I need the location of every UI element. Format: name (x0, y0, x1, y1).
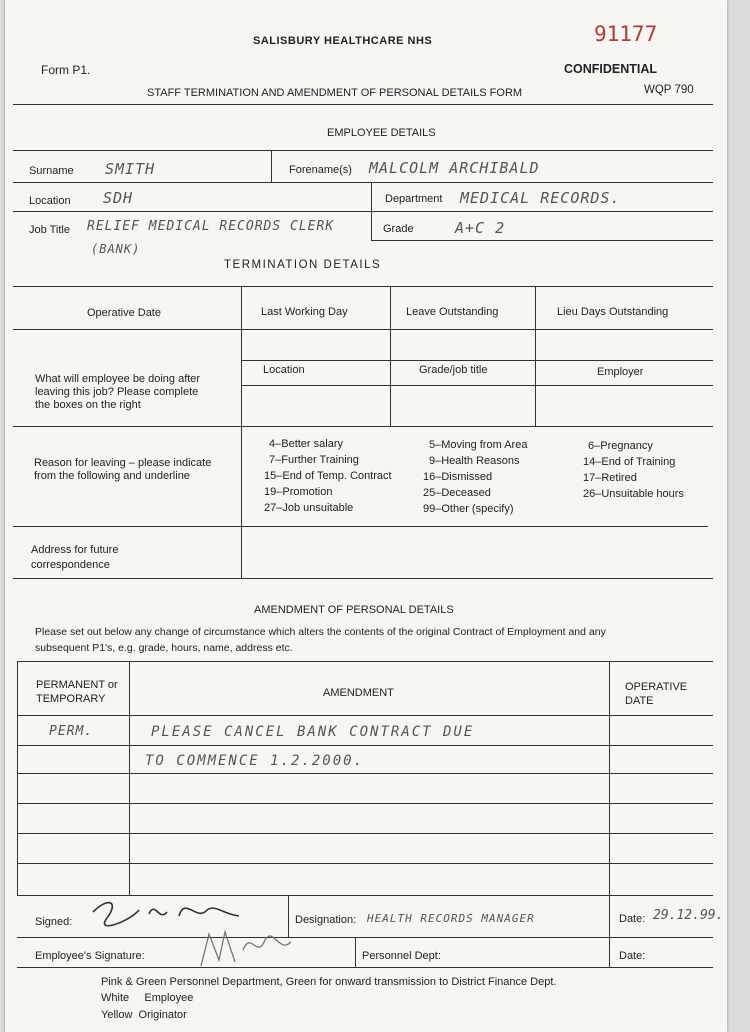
jobtitle-value: RELIEF MEDICAL RECORDS CLERK (87, 219, 335, 234)
leave-outstanding-label: Leave Outstanding (406, 306, 499, 318)
surname-value: SMITH (105, 160, 156, 178)
amendment-note-1: Please set out below any change of circumstance which alters the contents of the original Contract of Employment and any (35, 626, 606, 638)
reason-item: 14–End of Training (583, 456, 676, 468)
footer-line-1: Pink & Green Personnel Department, Green for onward transmission to District Finance Dept. (101, 976, 557, 988)
footer-line-3: Yellow Originator (101, 1009, 187, 1021)
form-number: Form P1. (41, 63, 91, 77)
employee-signature-label: Employee's Signature: (35, 950, 145, 962)
reason-item: 26–Unsuitable hours (583, 488, 684, 500)
location-label: Location (29, 195, 71, 207)
form-page (5, 0, 727, 1032)
designation-value: HEALTH RECORDS MANAGER (367, 912, 535, 925)
col-date: DATE (625, 695, 654, 707)
row2-amendment-text: TO COMMENCE 1.2.2000. (145, 753, 365, 769)
last-working-day-label: Last Working Day (261, 306, 348, 318)
next-employer-label: Employer (597, 366, 644, 378)
next-job-question-3: the boxes on the right (35, 399, 141, 411)
surname-label: Surname (29, 165, 74, 177)
next-location-label: Location (263, 364, 305, 376)
form-code: WQP 790 (644, 84, 694, 96)
employee-section-title: EMPLOYEE DETAILS (327, 127, 436, 139)
grade-label: Grade (383, 223, 414, 235)
reason-question-2: from the following and underline (34, 470, 190, 482)
reason-item: 7–Further Training (269, 454, 359, 466)
reason-item: 6–Pregnancy (588, 440, 653, 452)
amendment-note-2: subsequent P1's, e.g. grade, hours, name, address etc. (35, 642, 293, 654)
confidential-label: CONFIDENTIAL (564, 62, 658, 76)
reason-item: 16–Dismissed (423, 471, 493, 483)
jobtitle-label: Job Title (29, 224, 70, 236)
next-job-question-1: What will employee be doing after (35, 373, 201, 385)
address-question-1: Address for future (31, 544, 119, 556)
jobtitle-value-bank: (BANK) (91, 242, 141, 256)
reason-item: 19–Promotion (264, 486, 333, 498)
employee-signature (195, 920, 305, 972)
reason-item: 99–Other (specify) (423, 503, 514, 515)
row1-permanent-value: PERM. (49, 724, 94, 739)
reason-question-1: Reason for leaving – please indicate (34, 457, 212, 469)
personnel-dept-label: Personnel Dept: (362, 950, 441, 962)
row1-amendment-text: PLEASE CANCEL BANK CONTRACT DUE (151, 724, 475, 740)
col-temporary: TEMPORARY (36, 693, 106, 705)
reason-item: 27–Job unsuitable (264, 502, 354, 514)
reason-item: 15–End of Temp. Contract (264, 470, 392, 482)
forename-value: MALCOLM ARCHIBALD (369, 159, 540, 177)
address-question-2: correspondence (31, 559, 110, 571)
date2-label: Date: (619, 950, 646, 962)
col-amendment: AMENDMENT (323, 687, 394, 699)
org-name: SALISBURY HEALTHCARE NHS (253, 35, 433, 47)
col-operative: OPERATIVE (625, 681, 688, 693)
date-value: 29.12.99. (653, 908, 724, 923)
footer-line-2: White Employee (101, 992, 194, 1004)
reason-item: 25–Deceased (423, 487, 491, 499)
col-permanent: PERMANENT or (36, 679, 118, 691)
serial-number: 91177 (594, 22, 658, 46)
department-value: MEDICAL RECORDS. (460, 189, 621, 207)
date-label: Date: (619, 913, 646, 925)
designation-label: Designation: (295, 914, 357, 926)
amendment-section-title: AMENDMENT OF PERSONAL DETAILS (254, 604, 454, 616)
next-job-question-2: leaving this job? Please complete (35, 386, 199, 398)
reason-item: 4–Better salary (269, 438, 343, 450)
grade-value: A+C 2 (455, 219, 506, 237)
signed-label: Signed: (35, 916, 73, 928)
location-value: SDH (103, 189, 134, 207)
department-label: Department (385, 193, 443, 205)
form-title: STAFF TERMINATION AND AMENDMENT OF PERSONAL DETAILS FORM (147, 87, 523, 99)
lieu-days-label: Lieu Days Outstanding (557, 306, 669, 318)
next-grade-label: Grade/job title (419, 364, 488, 376)
reason-item: 9–Health Reasons (429, 455, 520, 467)
reason-item: 17–Retired (583, 472, 637, 484)
reason-item: 5–Moving from Area (429, 439, 528, 451)
forename-label: Forename(s) (289, 164, 352, 176)
operative-date-label: Operative Date (87, 307, 161, 319)
termination-section-title: TERMINATION DETAILS (224, 259, 382, 271)
